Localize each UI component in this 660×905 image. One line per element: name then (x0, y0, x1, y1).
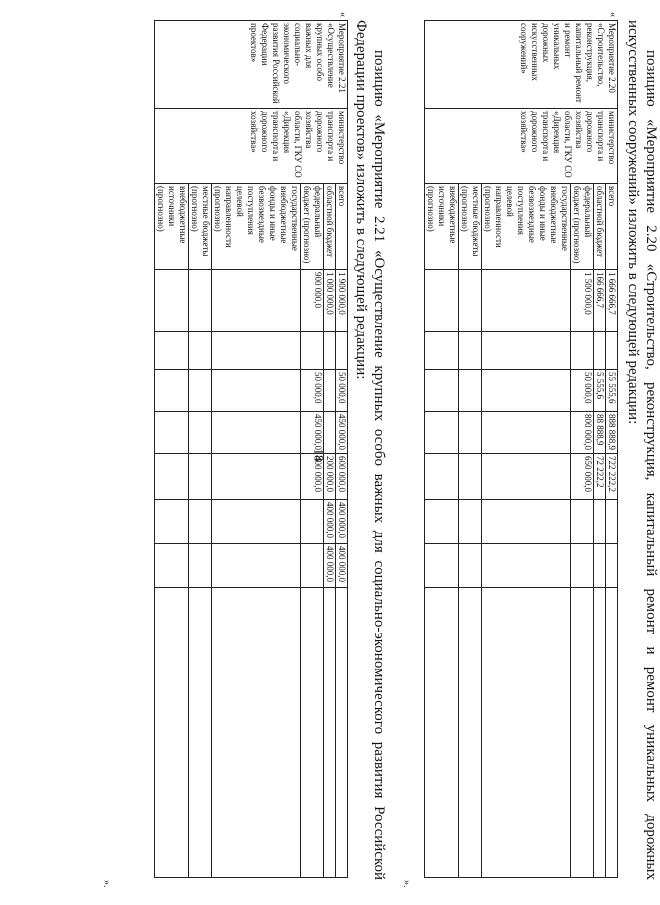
value-cell (571, 544, 594, 588)
section1-close-quote: ». (401, 880, 412, 888)
empty-cell (425, 588, 459, 878)
value-cell (425, 370, 459, 412)
source-name-cell: государственные внебюджетные фонды и иные безвозмездные поступления целевой направленности (прогнозно) (482, 184, 571, 270)
value-cell (189, 412, 212, 454)
section2-table (154, 20, 348, 878)
value-cell: 55 555,6 (606, 370, 618, 412)
value-cell (482, 500, 571, 544)
value-cell (459, 370, 482, 412)
value-cell: 72 222,2 (594, 454, 606, 500)
value-cell (324, 370, 336, 412)
value-cell (324, 412, 336, 454)
value-cell (189, 500, 212, 544)
value-cell (212, 412, 301, 454)
rotated-content (95, 12, 660, 890)
value-cell: 400 000,0 (324, 544, 336, 588)
value-cell: 5 555,6 (594, 370, 606, 412)
value-cell (155, 332, 189, 370)
value-cell (606, 500, 618, 544)
table-row (336, 21, 348, 878)
value-cell (189, 544, 212, 588)
section1-intro-text: позицию «Мероприятие 2.20 «Строительство, реконструкция, капитальный ремонт и ремонт уникальных дорожных искусственных сооружений» изложить в следующей редакции: (625, 20, 659, 880)
table-row (606, 21, 618, 878)
empty-cell (594, 588, 606, 878)
source-name-cell: федеральный бюджет (прогнозно) (301, 184, 324, 270)
value-cell: 88 888,9 (594, 412, 606, 454)
page-number: 18 (311, 448, 327, 462)
value-cell (425, 332, 459, 370)
executor-cell: министерство транспорта и дорожного хозяйства области, ГКУ СО «Дирекция транспорта и дорожного хозяйства» (425, 109, 618, 184)
value-cell: 1 000 000,0 (324, 270, 336, 332)
value-cell (301, 500, 324, 544)
section2-close-quote: ». (101, 880, 112, 888)
value-cell: 722 222,2 (606, 454, 618, 500)
value-cell: 650 000,0 (571, 454, 594, 500)
value-cell: 50 000,0 (336, 370, 348, 412)
value-cell (482, 544, 571, 588)
section1-open-quote: « (607, 12, 618, 17)
value-cell: 1 900 000,0 (336, 270, 348, 332)
value-cell: 800 000,0 (571, 412, 594, 454)
value-cell (301, 332, 324, 370)
source-name-cell: всего (336, 184, 348, 270)
value-cell (425, 270, 459, 332)
value-cell (482, 454, 571, 500)
value-cell: 166 666,7 (594, 270, 606, 332)
empty-cell (324, 588, 336, 878)
value-cell (425, 544, 459, 588)
source-name-cell: областной бюджет (324, 184, 336, 270)
value-cell (155, 544, 189, 588)
value-cell: 200 000,0 (324, 454, 336, 500)
value-cell (189, 332, 212, 370)
source-name-cell: внебюджетные источники (прогнозно) (425, 184, 459, 270)
value-cell: 400 000,0 (336, 500, 348, 544)
value-cell (212, 454, 301, 500)
value-cell (571, 332, 594, 370)
value-cell: 1 500 000,0 (571, 270, 594, 332)
value-cell (482, 370, 571, 412)
empty-cell (606, 588, 618, 878)
value-cell (606, 544, 618, 588)
value-cell (571, 500, 594, 544)
section1-table (424, 20, 618, 878)
empty-cell (459, 588, 482, 878)
source-name-cell: областной бюджет (594, 184, 606, 270)
value-cell (155, 454, 189, 500)
empty-cell (336, 588, 348, 878)
source-name-cell: всего (606, 184, 618, 270)
value-cell (212, 500, 301, 544)
value-cell (155, 270, 189, 332)
value-cell: 888 888,9 (606, 412, 618, 454)
empty-cell (155, 588, 189, 878)
value-cell (155, 370, 189, 412)
source-name-cell: местные бюджеты (прогнозно) (189, 184, 212, 270)
source-name-cell: внебюджетные источники (прогнозно) (155, 184, 189, 270)
section1-intro (624, 20, 660, 880)
item-cell: Мероприятие 2.20 «Строительство, реконструкция, капитальный ремонт и ремонт уникальных дорожных искусственных сооружений» (425, 21, 618, 109)
value-cell (336, 332, 348, 370)
value-cell: 900 000,0 (301, 270, 324, 332)
value-cell (606, 332, 618, 370)
value-cell: 450 000,0 (301, 412, 324, 454)
value-cell (189, 370, 212, 412)
value-cell (425, 412, 459, 454)
source-name-cell: государственные внебюджетные фонды и иные безвозмездные поступления целевой направленности (прогнозно) (212, 184, 301, 270)
value-cell: 400 000,0 (324, 500, 336, 544)
value-cell (212, 544, 301, 588)
value-cell (212, 270, 301, 332)
value-cell (459, 270, 482, 332)
value-cell (459, 454, 482, 500)
source-name-cell: федеральный бюджет (прогнозно) (571, 184, 594, 270)
value-cell (189, 454, 212, 500)
executor-cell: министерство транспорта и дорожного хозяйства области, ГКУ СО «Дирекция транспорта и дорожного хозяйства» (155, 109, 348, 184)
value-cell: 50 000,0 (301, 370, 324, 412)
value-cell (212, 370, 301, 412)
value-cell (594, 544, 606, 588)
value-cell: 450 000,0 (336, 412, 348, 454)
value-cell (212, 332, 301, 370)
value-cell (459, 412, 482, 454)
value-cell (425, 454, 459, 500)
value-cell: 600 000,0 (336, 454, 348, 500)
value-cell (482, 412, 571, 454)
section2-intro (352, 20, 388, 880)
value-cell (594, 332, 606, 370)
empty-cell (571, 588, 594, 878)
section2-open-quote: « (337, 12, 348, 17)
value-cell: 50 000,0 (571, 370, 594, 412)
value-cell (155, 412, 189, 454)
value-cell (482, 332, 571, 370)
value-cell (482, 270, 571, 332)
section2-intro-text: позицию «Мероприятие 2.21 «Осуществление крупных особо важных для социально-экономического развития Российской Федерации проектов» изложить в следующей редакции: (353, 20, 387, 880)
value-cell: 400 000,0 (336, 544, 348, 588)
value-cell (425, 500, 459, 544)
empty-cell (189, 588, 212, 878)
value-cell (155, 500, 189, 544)
source-name-cell: местные бюджеты (прогнозно) (459, 184, 482, 270)
value-cell (301, 544, 324, 588)
value-cell (324, 332, 336, 370)
item-cell: Мероприятие 2.21 «Осуществление крупных особо важных для социально-экономического развития Российской Федерации проектов» (155, 21, 348, 109)
value-cell (594, 500, 606, 544)
empty-cell (212, 588, 301, 878)
value-cell: 1 666 666,7 (606, 270, 618, 332)
value-cell: 400 000,0 (301, 454, 324, 500)
empty-cell (301, 588, 324, 878)
value-cell (459, 500, 482, 544)
value-cell (459, 544, 482, 588)
value-cell (189, 270, 212, 332)
value-cell (459, 332, 482, 370)
empty-cell (482, 588, 571, 878)
